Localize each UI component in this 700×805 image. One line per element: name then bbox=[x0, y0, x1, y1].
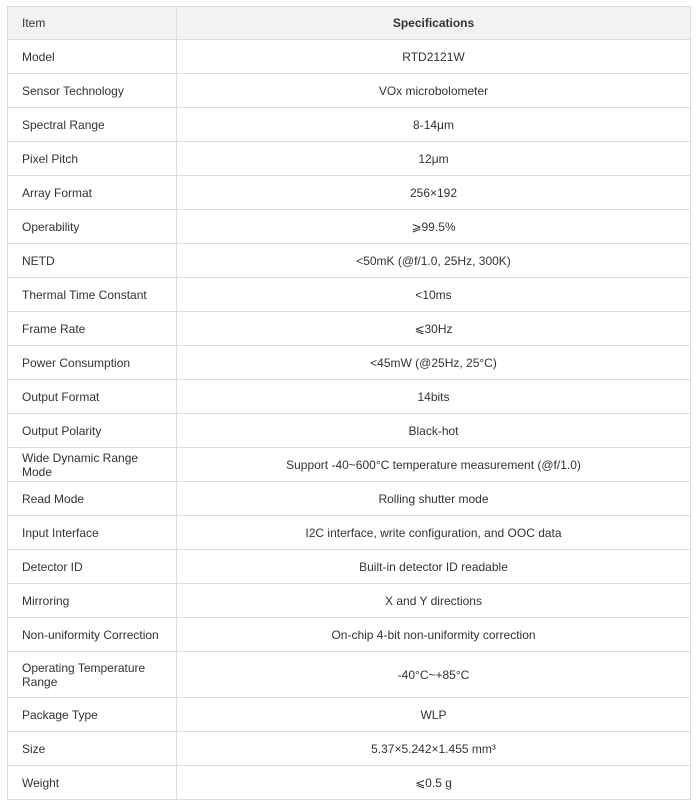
item-cell: Non-uniformity Correction bbox=[8, 618, 177, 652]
value-cell: I2C interface, write configuration, and OOC data bbox=[177, 516, 691, 550]
item-cell: Detector ID bbox=[8, 550, 177, 584]
column-header-item: Item bbox=[8, 7, 177, 40]
table-row bbox=[8, 176, 691, 210]
column-header-specifications: Specifications bbox=[177, 7, 691, 40]
table-row bbox=[8, 516, 691, 550]
table-row bbox=[8, 380, 691, 414]
item-cell: Pixel Pitch bbox=[8, 142, 177, 176]
value-cell: -40°C~+85°C bbox=[177, 652, 691, 698]
value-cell: X and Y directions bbox=[177, 584, 691, 618]
value-cell: WLP bbox=[177, 698, 691, 732]
value-cell: ⩽30Hz bbox=[177, 312, 691, 346]
item-cell: Spectral Range bbox=[8, 108, 177, 142]
item-cell: Input Interface bbox=[8, 516, 177, 550]
table-row bbox=[8, 698, 691, 732]
item-cell: Wide Dynamic Range Mode bbox=[8, 448, 177, 482]
table-row bbox=[8, 618, 691, 652]
item-cell: Model bbox=[8, 40, 177, 74]
table-header-row bbox=[8, 7, 691, 40]
item-cell: Size bbox=[8, 732, 177, 766]
table-row bbox=[8, 278, 691, 312]
table-row bbox=[8, 108, 691, 142]
item-cell: Output Polarity bbox=[8, 414, 177, 448]
value-cell: <50mK (@f/1.0, 25Hz, 300K) bbox=[177, 244, 691, 278]
item-cell: Thermal Time Constant bbox=[8, 278, 177, 312]
table-row bbox=[8, 74, 691, 108]
item-cell: Output Format bbox=[8, 380, 177, 414]
item-cell: Mirroring bbox=[8, 584, 177, 618]
item-cell: NETD bbox=[8, 244, 177, 278]
value-cell: RTD2121W bbox=[177, 40, 691, 74]
value-cell: Black-hot bbox=[177, 414, 691, 448]
value-cell: <10ms bbox=[177, 278, 691, 312]
specifications-table bbox=[7, 6, 691, 800]
item-cell: Array Format bbox=[8, 176, 177, 210]
value-cell: ⩾99.5% bbox=[177, 210, 691, 244]
value-cell: VOx microbolometer bbox=[177, 74, 691, 108]
value-cell: 5.37×5.242×1.455 mm³ bbox=[177, 732, 691, 766]
item-cell: Power Consumption bbox=[8, 346, 177, 380]
value-cell: Built-in detector ID readable bbox=[177, 550, 691, 584]
value-cell: 12μm bbox=[177, 142, 691, 176]
item-cell: Frame Rate bbox=[8, 312, 177, 346]
table-row bbox=[8, 414, 691, 448]
table-row bbox=[8, 346, 691, 380]
table-row bbox=[8, 652, 691, 698]
item-cell: Weight bbox=[8, 766, 177, 800]
table-row bbox=[8, 448, 691, 482]
table-row bbox=[8, 584, 691, 618]
item-cell: Operability bbox=[8, 210, 177, 244]
table-row bbox=[8, 766, 691, 800]
table-row bbox=[8, 40, 691, 74]
table-row bbox=[8, 210, 691, 244]
value-cell: 8-14μm bbox=[177, 108, 691, 142]
value-cell: Rolling shutter mode bbox=[177, 482, 691, 516]
item-cell: Read Mode bbox=[8, 482, 177, 516]
table-row bbox=[8, 482, 691, 516]
value-cell: On-chip 4-bit non-uniformity correction bbox=[177, 618, 691, 652]
value-cell: 14bits bbox=[177, 380, 691, 414]
table-row bbox=[8, 142, 691, 176]
value-cell: <45mW (@25Hz, 25°C) bbox=[177, 346, 691, 380]
value-cell: Support -40~600°C temperature measurement (@f/1.0) bbox=[177, 448, 691, 482]
value-cell: ⩽0.5 g bbox=[177, 766, 691, 800]
table-row bbox=[8, 244, 691, 278]
item-cell: Sensor Technology bbox=[8, 74, 177, 108]
value-cell: 256×192 bbox=[177, 176, 691, 210]
table-row bbox=[8, 550, 691, 584]
item-cell: Operating Temperature Range bbox=[8, 652, 177, 698]
table-row bbox=[8, 312, 691, 346]
item-cell: Package Type bbox=[8, 698, 177, 732]
table-row bbox=[8, 732, 691, 766]
